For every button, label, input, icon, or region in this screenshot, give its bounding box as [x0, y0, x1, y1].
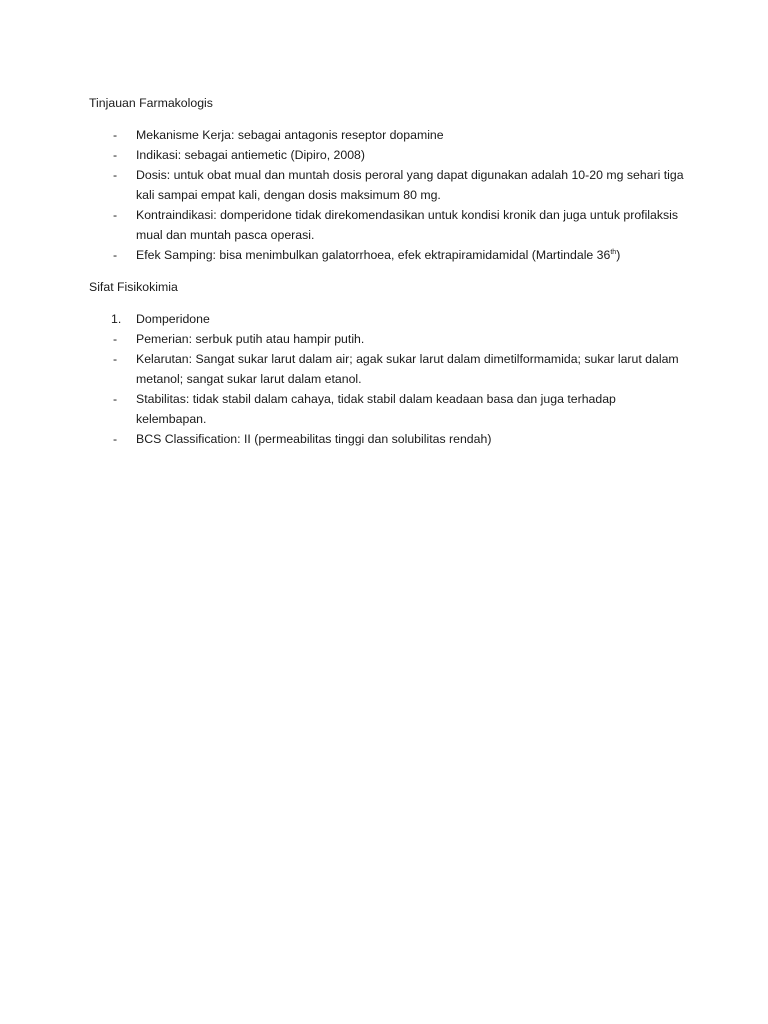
- list-item-suffix: ): [616, 248, 621, 262]
- list-item-main-text: Efek Samping: bisa menimbulkan galatorrhoea, efek ektrapiramidamidal (Martindale 36: [136, 248, 611, 262]
- list-item-text: Stabilitas: tidak stabil dalam cahaya, tidak stabil dalam keadaan basa dan juga terhadap kelembapan.: [136, 392, 616, 426]
- superscript-text: th: [610, 248, 617, 256]
- pharmacology-list: [89, 125, 689, 265]
- bullet-marker: -: [113, 208, 118, 222]
- list-item-text: BCS Classification: II (permeabilitas tinggi dan solubilitas rendah): [136, 432, 492, 446]
- list-item: [89, 165, 689, 205]
- list-item: [89, 389, 689, 429]
- bullet-marker: -: [113, 128, 118, 142]
- list-item-text: Mekanisme Kerja: sebagai antagonis reseptor dopamine: [136, 128, 444, 142]
- list-item: [89, 349, 689, 389]
- bullet-marker: -: [113, 392, 118, 406]
- number-marker: 1.: [111, 312, 122, 326]
- bullet-marker: -: [113, 332, 118, 346]
- list-item: [89, 145, 689, 165]
- bullet-marker: -: [113, 148, 118, 162]
- list-item-text: Kelarutan: Sangat sukar larut dalam air; agak sukar larut dalam dimetilformamida; sukar larut dalam metanol; sangat sukar larut dalam etanol.: [136, 352, 679, 386]
- section-heading-sifat-fisikokimia: Sifat Fisikokimia: [89, 280, 178, 294]
- list-item: [89, 429, 689, 449]
- list-item: [89, 329, 689, 349]
- bullet-marker: -: [113, 168, 118, 182]
- list-item-text: Indikasi: sebagai antiemetic (Dipiro, 2008): [136, 148, 365, 162]
- document-content: [89, 93, 689, 461]
- list-item-text: Domperidone: [136, 312, 210, 326]
- list-item-text: Dosis: untuk obat mual dan muntah dosis peroral yang dapat digunakan adalah 10-20 mg sehari tiga kali sampai empat kali, dengan dosis maksimum 80 mg.: [136, 168, 684, 202]
- bullet-marker: -: [113, 248, 118, 262]
- section-heading-tinjauan-farmakologis: Tinjauan Farmakologis: [89, 96, 213, 110]
- list-item: [89, 245, 689, 265]
- numbered-list-item: [89, 309, 689, 329]
- bullet-marker: -: [113, 352, 118, 366]
- list-item-text: [136, 248, 620, 262]
- list-item: [89, 125, 689, 145]
- list-item-text: Pemerian: serbuk putih atau hampir putih.: [136, 332, 365, 346]
- physicochemical-list: [89, 309, 689, 449]
- bullet-marker: -: [113, 432, 118, 446]
- list-item-text: Kontraindikasi: domperidone tidak direkomendasikan untuk kondisi kronik dan juga untuk profilaksis mual dan muntah pasca operasi.: [136, 208, 679, 242]
- list-item: [89, 205, 689, 245]
